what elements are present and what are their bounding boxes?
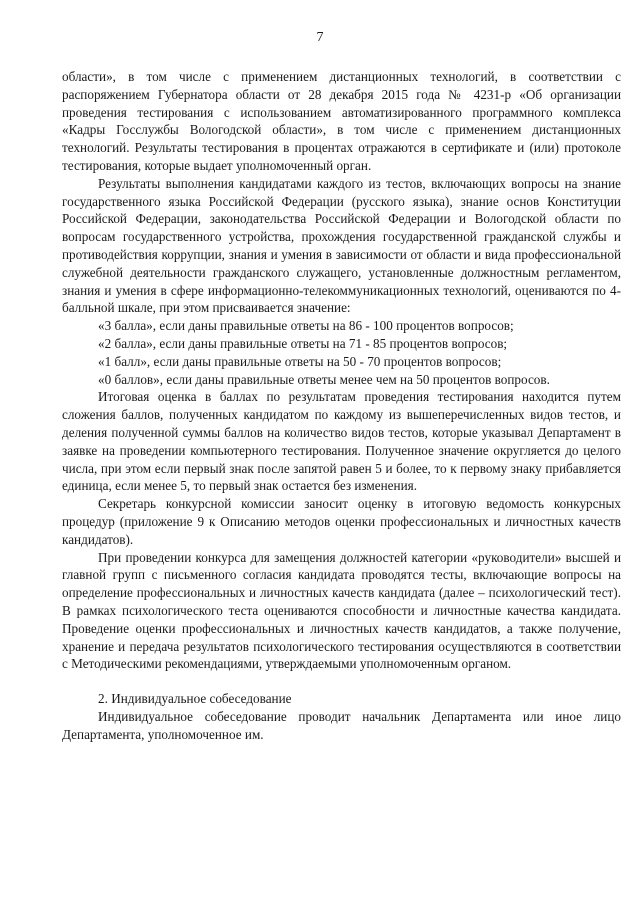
- paragraph-test-scoring: Результаты выполнения кандидатами каждого из тестов, включающих вопросы на знание государственного языка Российской Федерации (русского языка), знание основ Конституции Российской Федерации, законодательства Российской Федерации и Вологодской области по вопросам государственного устройства, прохождения государственной гражданской службы и противодействия коррупции, знания и умения в зависимости от области и вида профессиональной служебной деятельности гражданского служащего, установленные должностным регламентом, знания и умения в сфере информационно-телекоммуникационных технологий, оцениваются по 4-балльной шкале, при этом присваивается значение:: [62, 175, 621, 316]
- paragraph-testing-results: области», в том числе с применением дистанционных технологий, в соответствии с распоряжением Губернатора области от 28 декабря 2015 года № 4231-р «Об организации проведения тестирования с использованием автоматизированного программного комплекса «Кадры Госслужбы Вологодской области», в том числе с применением дистанционных технологий. Результаты тестирования в процентах отражаются в сертификате и (или) протоколе тестирования, которые выдает уполномоченный орган.: [62, 69, 621, 173]
- paragraph-final-score: Итоговая оценка в баллах по результатам проведения тестирования находится путем сложения баллов, полученных кандидатом по каждому из вышеперечисленных видов тестов, и деления полученной суммы баллов на количество видов тестов, которые указывал Департамент в заявке на проведении компьютерного тестирования. Полученное значение округляется до целого числа, при этом если первый знак после запятой равен 5 и более, то к первому знаку прибавляется единица, если менее 5, то первый знак остается без изменения.: [62, 389, 621, 494]
- section-heading: 2. Индивидуальное собеседование: [98, 691, 292, 707]
- score-item-1: «1 балл», если даны правильные ответы на 50 - 70 процентов вопросов;: [98, 353, 502, 369]
- score-item-3: «3 балла», если даны правильные ответы на 86 - 100 процентов вопросов;: [98, 318, 514, 334]
- paragraph-psychological-test: При проведении конкурса для замещения должностей категории «руководители» высшей и главной групп с письменного согласия кандидата проводятся тесты, включающие вопросы на определение профессиональных и личностных качеств кандидата (далее – психологический тест). В рамках психологического теста оцениваются способности и личностные качества кандидата. Проведение оценки профессиональных и личностных качеств кандидатов, а также получение, хранение и передача результатов психологического тестирования осуществляются в соответствии с Методическими рекомендациями, утверждаемыми уполномоченным органом.: [62, 549, 621, 672]
- paragraph-interview: Индивидуальное собеседование проводит начальник Департамента или иное лицо Департамента, уполномоченное им.: [62, 708, 621, 742]
- document-body: [62, 68, 621, 743]
- page-number: 7: [316, 30, 324, 45]
- score-item-0: «0 баллов», если даны правильные ответы менее чем на 50 процентов вопросов.: [98, 371, 550, 387]
- paragraph-secretary: Секретарь конкурсной комиссии заносит оценку в итоговую ведомость конкурсных процедур (приложение 9 к Описанию методов оценки профессиональных и личностных качеств кандидатов).: [62, 496, 621, 547]
- score-item-2: «2 балла», если даны правильные ответы на 71 - 85 процентов вопросов;: [98, 335, 508, 351]
